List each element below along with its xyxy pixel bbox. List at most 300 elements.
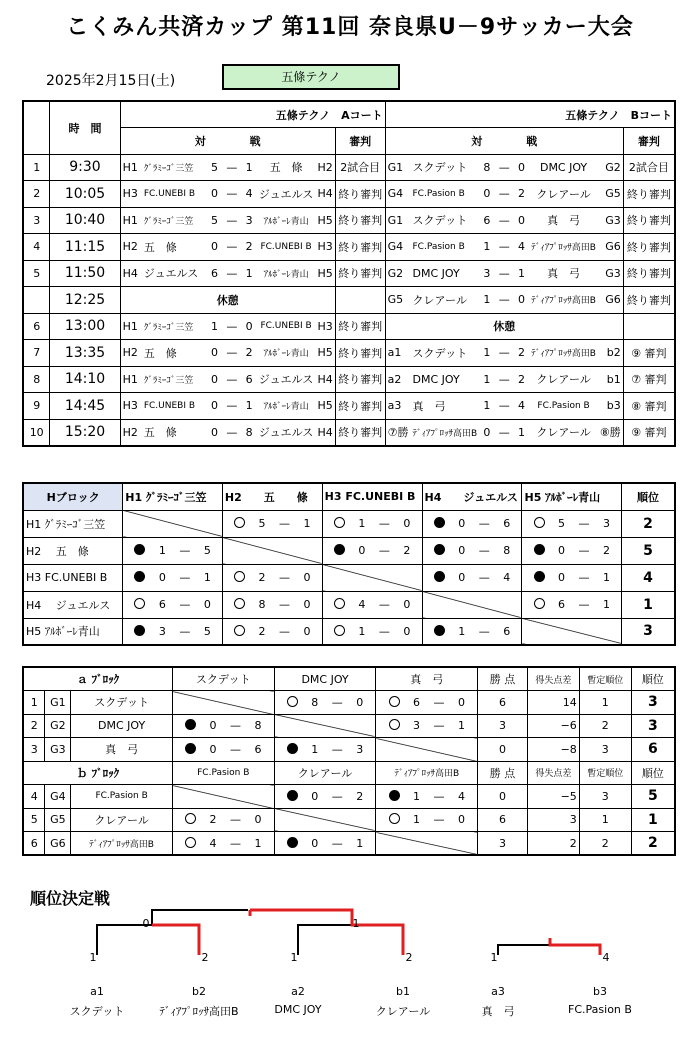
match-result: 0 — 1 [522, 564, 622, 591]
team-code: H4 [315, 181, 335, 208]
score-dash: — [495, 366, 514, 393]
rank-value: 2 [631, 832, 675, 856]
block-stat-header: 勝 点 [478, 667, 528, 691]
team-code: G6 [598, 287, 623, 314]
team-code: H5 [315, 340, 335, 367]
home-team: スクデット [411, 154, 480, 181]
away-score: 1 [514, 260, 529, 287]
ref-header-a: 審判 [335, 128, 385, 155]
final-score: 1 [352, 917, 360, 930]
table-row [23, 761, 675, 785]
home-score: 8 [479, 154, 494, 181]
away-team: クレアール [529, 366, 598, 393]
block-stat-header: 順位 [631, 761, 675, 785]
loss-marker [434, 544, 445, 555]
loss-marker [287, 790, 298, 801]
score-dash: — [222, 207, 241, 234]
points: 6 [478, 808, 528, 832]
team-code: H5 [315, 260, 335, 287]
team-code: a3 [385, 393, 410, 420]
h-column-header: H3 FC.UNEBI B [322, 483, 422, 510]
goal-difference: −6 [527, 714, 579, 738]
home-team: FC.Pasion B [411, 181, 480, 208]
home-score: 3 [479, 260, 494, 287]
loss-marker [185, 743, 196, 754]
team-code: G5 [385, 287, 410, 314]
away-score: 0 [514, 287, 529, 314]
slot-seed: b1 [396, 985, 410, 998]
row-number: 1 [23, 691, 45, 715]
slot-seed: a2 [291, 985, 305, 998]
referee-cell: 終り審判 [623, 207, 675, 234]
win-marker [234, 625, 245, 636]
score-dash: — [222, 154, 241, 181]
team-code: H4 [315, 366, 335, 393]
table-row [23, 287, 675, 314]
slot-score: 4 [602, 951, 610, 964]
away-score: 0 [242, 313, 257, 340]
loss-marker [287, 743, 298, 754]
team-code: b3 [598, 393, 623, 420]
match-header-b: 対 戦 [385, 128, 623, 155]
team-code: H2 [120, 340, 142, 367]
match-result [274, 808, 376, 832]
win-marker [534, 598, 545, 609]
team-code: G3 [598, 260, 623, 287]
away-team: ジュエルス [257, 366, 315, 393]
team-code: a1 [385, 340, 410, 367]
slot-score: 1 [290, 951, 298, 964]
page-title: こくみん共済カップ 第11回 奈良県U－9サッカー大会 [66, 15, 634, 40]
home-score: 1 [479, 287, 494, 314]
table-row [23, 340, 675, 367]
away-team: FC.Pasion B [529, 393, 598, 420]
team-code: ⑧勝 [598, 419, 623, 446]
referee-cell: ⑦ 審判 [623, 366, 675, 393]
win-marker [334, 517, 345, 528]
match-result: 2 — 0 [222, 618, 322, 645]
kickoff-time: 10:05 [50, 181, 120, 208]
home-team: ﾃﾞｨｱﾌﾟﾛｯｻ高田B [411, 419, 480, 446]
team-code: b2 [598, 340, 623, 367]
match-number: 1 [23, 154, 50, 181]
match-number [23, 287, 50, 314]
score-dash: — [495, 234, 514, 261]
court-a-header: 五條テクノ Aコート [120, 101, 385, 128]
match-result [222, 537, 322, 564]
row-number: 4 [23, 785, 45, 809]
team-name: ﾃﾞｨｱﾌﾟﾛｯｻ高田B [71, 832, 173, 856]
referee-cell: ⑧ 審判 [623, 393, 675, 420]
away-score: 2 [514, 181, 529, 208]
away-score: 2 [514, 340, 529, 367]
team-code: G6 [45, 832, 71, 856]
referee-cell: 終り審判 [335, 181, 385, 208]
match-result: 8 — 0 [222, 591, 322, 618]
team-name: スクデット [71, 691, 173, 715]
match-result: 1 — 6 [422, 618, 522, 645]
rank-value: 1 [622, 591, 675, 618]
win-marker [185, 813, 196, 824]
kickoff-time: 13:35 [50, 340, 120, 367]
away-team: ﾃﾞｨｱﾌﾟﾛｯｻ高田B [529, 234, 598, 261]
home-score: 0 [207, 234, 222, 261]
table-row [23, 537, 675, 564]
team-code: H2 [120, 419, 142, 446]
block-column-header: FC.Pasion B [172, 761, 274, 785]
away-team: DMC JOY [529, 154, 598, 181]
match-result: 0 — 6 [172, 738, 274, 762]
match-number: 9 [23, 393, 50, 420]
referee-cell: 終り審判 [335, 419, 385, 446]
score-dash: — [495, 260, 514, 287]
away-score: 2 [514, 366, 529, 393]
home-team: 五 條 [142, 419, 207, 446]
team-name: H3 FC.UNEBI B [23, 564, 123, 591]
match-number: 8 [23, 366, 50, 393]
table-row [23, 832, 675, 856]
points: 0 [478, 738, 528, 762]
loss-marker [287, 837, 298, 848]
provisional-rank: 3 [579, 738, 631, 762]
home-score: 5 [207, 154, 222, 181]
referee-cell: 2試合目 [623, 154, 675, 181]
slot-team: DMC JOY [274, 1003, 322, 1016]
team-code: G1 [385, 154, 410, 181]
away-score: 1 [242, 393, 257, 420]
team-code: H4 [120, 260, 142, 287]
match-result: 2 — 0 [222, 564, 322, 591]
team-code: G1 [385, 207, 410, 234]
score-dash: — [222, 313, 241, 340]
team-code: H5 [315, 393, 335, 420]
match-result: 0 — 6 [422, 510, 522, 537]
time-header: 時 間 [50, 101, 120, 154]
referee-cell: 終り審判 [623, 287, 675, 314]
table-row [23, 366, 675, 393]
team-code: G2 [45, 714, 71, 738]
rank-value: 1 [631, 808, 675, 832]
score-dash: — [495, 340, 514, 367]
away-score: 1 [514, 419, 529, 446]
points: 0 [478, 785, 528, 809]
match-result [172, 691, 274, 715]
loss-marker [334, 544, 345, 555]
table-row [23, 260, 675, 287]
loss-marker [134, 571, 145, 582]
match-result: 1 — 0 [376, 808, 478, 832]
away-score: 2 [242, 340, 257, 367]
match-result: 0 — 2 [522, 537, 622, 564]
match-result: 6 — 0 [123, 591, 223, 618]
rest-label-a: 休憩 [120, 287, 335, 314]
slot-score: 1 [89, 951, 97, 964]
score-dash: — [222, 181, 241, 208]
match-number: 6 [23, 313, 50, 340]
slot-seed: a1 [90, 985, 104, 998]
slot-seed: a3 [491, 985, 505, 998]
referee-cell: 終り審判 [623, 260, 675, 287]
team-code: H3 [120, 393, 142, 420]
match-result: 0 — 4 [422, 564, 522, 591]
match-result: 0 — 8 [172, 714, 274, 738]
loss-marker [434, 625, 445, 636]
team-code: G5 [598, 181, 623, 208]
rank-value: 3 [631, 714, 675, 738]
score-dash: — [495, 287, 514, 314]
win-marker [234, 571, 245, 582]
away-team: FC.UNEBI B [257, 234, 315, 261]
provisional-rank: 1 [579, 808, 631, 832]
kickoff-time: 10:40 [50, 207, 120, 234]
team-code: H1 [120, 154, 142, 181]
rank-value: 3 [631, 691, 675, 715]
row-number: 2 [23, 714, 45, 738]
away-team: ｱﾙﾎﾞｰﾚ青山 [257, 207, 315, 234]
block-column-header: クレアール [274, 761, 376, 785]
table-row [23, 207, 675, 234]
home-team: ｸﾞﾗﾐｰｺﾞ三笠 [142, 313, 207, 340]
match-result: 6 — 0 [376, 691, 478, 715]
away-team: クレアール [529, 181, 598, 208]
away-team: ジュエルス [257, 419, 315, 446]
table-row [23, 591, 675, 618]
team-code: H4 [315, 419, 335, 446]
block-stat-header: 暫定順位 [579, 761, 631, 785]
home-score: 1 [479, 366, 494, 393]
block-stat-header: 暫定順位 [579, 667, 631, 691]
team-code: G6 [598, 234, 623, 261]
goal-difference: −5 [527, 785, 579, 809]
h-column-header: H1 ｸﾞﾗﾐｰｺﾞ三笠 [123, 483, 223, 510]
score-dash: — [495, 207, 514, 234]
match-result: 2 — 0 [172, 808, 274, 832]
home-team: スクデット [411, 207, 480, 234]
home-score: 6 [207, 260, 222, 287]
team-code: G1 [45, 691, 71, 715]
home-team: クレアール [411, 287, 480, 314]
home-team: ジュエルス [142, 260, 207, 287]
home-team: FC.UNEBI B [142, 181, 207, 208]
match-number: 7 [23, 340, 50, 367]
win-marker [185, 837, 196, 848]
team-code: G2 [598, 154, 623, 181]
match-result: 3 — 1 [376, 714, 478, 738]
rank-header: 順位 [622, 483, 675, 510]
h-column-header: H4 ジュエルス [422, 483, 522, 510]
table-row [23, 313, 675, 340]
match-result [123, 510, 223, 537]
away-score: 1 [242, 260, 257, 287]
win-marker [234, 598, 245, 609]
away-score: 6 [242, 366, 257, 393]
block-column-header: DMC JOY [274, 667, 376, 691]
slot-team: ﾃﾞｨｱﾌﾟﾛｯｻ高田B [159, 1005, 239, 1018]
ref-cell [335, 287, 385, 314]
home-team: FC.UNEBI B [142, 393, 207, 420]
table-row [23, 691, 675, 715]
team-name: H4 ジュエルス [23, 591, 123, 618]
match-number: 4 [23, 234, 50, 261]
schedule-table [22, 100, 676, 447]
away-team: 真 弓 [529, 207, 598, 234]
table-row [23, 808, 675, 832]
away-team: ｱﾙﾎﾞｰﾚ青山 [257, 340, 315, 367]
match-result: 4 — 0 [322, 591, 422, 618]
block-label: ａ ﾌﾞﾛｯｸ [23, 667, 172, 691]
table-row [23, 181, 675, 208]
score-dash: — [222, 340, 241, 367]
team-code: G2 [385, 260, 410, 287]
slot-seed: b3 [593, 985, 607, 998]
slot-team: クレアール [375, 1005, 431, 1018]
rank-value: 5 [622, 537, 675, 564]
h-column-header: H5 ｱﾙﾎﾞｰﾚ青山 [522, 483, 622, 510]
home-team: ｸﾞﾗﾐｰｺﾞ三笠 [142, 366, 207, 393]
home-score: 0 [207, 419, 222, 446]
home-score: 0 [207, 340, 222, 367]
ab-block-table [22, 666, 676, 856]
match-number: 5 [23, 260, 50, 287]
away-team: ジュエルス [257, 181, 315, 208]
team-code: H2 [315, 154, 335, 181]
rest-label-b: 休憩 [385, 313, 623, 340]
referee-cell: 終り審判 [335, 207, 385, 234]
team-name: H1 ｸﾞﾗﾐｰｺﾞ三笠 [23, 510, 123, 537]
match-result: 1 — 5 [123, 537, 223, 564]
table-row [23, 738, 675, 762]
match-result [376, 832, 478, 856]
loss-marker [185, 719, 196, 730]
home-score: 5 [207, 207, 222, 234]
win-marker [389, 719, 400, 730]
block-stat-header: 勝 点 [478, 761, 528, 785]
score-dash: — [495, 393, 514, 420]
provisional-rank: 2 [579, 714, 631, 738]
team-code: a2 [385, 366, 410, 393]
match-result: 6 — 1 [522, 591, 622, 618]
h-block-label: Hブロック [23, 483, 123, 510]
kickoff-time: 14:10 [50, 366, 120, 393]
kickoff-time: 9:30 [50, 154, 120, 181]
h-block-table [22, 482, 676, 646]
table-row [23, 618, 675, 645]
score-dash: — [495, 181, 514, 208]
team-code: G3 [45, 738, 71, 762]
match-result: 5 — 1 [222, 510, 322, 537]
team-code: ⑦勝 [385, 419, 410, 446]
score-dash: — [222, 260, 241, 287]
rank-value: 5 [631, 785, 675, 809]
score-dash: — [495, 154, 514, 181]
score-dash: — [222, 393, 241, 420]
match-number: 10 [23, 419, 50, 446]
block-column-header: ﾃﾞｨｱﾌﾟﾛｯｻ高田B [376, 761, 478, 785]
home-team: スクデット [411, 340, 480, 367]
match-result: 3 — 5 [123, 618, 223, 645]
slot-score: 1 [490, 951, 498, 964]
match-header-a: 対 戦 [120, 128, 335, 155]
kickoff-time: 15:20 [50, 419, 120, 446]
goal-difference: 3 [527, 808, 579, 832]
referee-cell: 終り審判 [335, 340, 385, 367]
referee-cell: 終り審判 [335, 234, 385, 261]
provisional-rank: 2 [579, 832, 631, 856]
home-score: 1 [479, 234, 494, 261]
team-code: G4 [385, 181, 410, 208]
team-code: G5 [45, 808, 71, 832]
match-result: 0 — 2 [274, 785, 376, 809]
referee-cell: ⑨ 審判 [623, 340, 675, 367]
team-name: H5 ｱﾙﾎﾞｰﾚ青山 [23, 618, 123, 645]
table-row [23, 667, 675, 691]
team-code: G4 [45, 785, 71, 809]
win-marker [389, 696, 400, 707]
loss-marker [434, 517, 445, 528]
playoff-title: 順位決定戦 [30, 889, 111, 908]
away-score: 2 [242, 234, 257, 261]
match-result: 0 — 2 [322, 537, 422, 564]
match-result [422, 591, 522, 618]
loss-marker [389, 790, 400, 801]
header-blank [23, 101, 50, 154]
score-dash: — [495, 419, 514, 446]
home-team: 五 條 [142, 234, 207, 261]
table-row [23, 483, 675, 510]
team-name: 真 弓 [71, 738, 173, 762]
row-number: 6 [23, 832, 45, 856]
provisional-rank: 3 [579, 785, 631, 809]
home-score: 0 [207, 393, 222, 420]
match-result: 0 — 1 [274, 832, 376, 856]
home-team: DMC JOY [411, 366, 480, 393]
away-score: 0 [514, 207, 529, 234]
win-marker [389, 813, 400, 824]
referee-cell: ⑨ 審判 [623, 419, 675, 446]
table-row [23, 564, 675, 591]
referee-cell: 終り審判 [335, 313, 385, 340]
home-team: ｸﾞﾗﾐｰｺﾞ三笠 [142, 207, 207, 234]
win-marker [334, 598, 345, 609]
referee-cell: 終り審判 [623, 234, 675, 261]
team-code: H3 [315, 313, 335, 340]
away-score: 4 [514, 393, 529, 420]
referee-cell: 終り審判 [623, 181, 675, 208]
away-score: 4 [514, 234, 529, 261]
table-row [23, 101, 675, 128]
table-row [23, 419, 675, 446]
table-row [23, 393, 675, 420]
table-row [23, 154, 675, 181]
team-code: H5 [315, 207, 335, 234]
kickoff-time: 14:45 [50, 393, 120, 420]
goal-difference: 2 [527, 832, 579, 856]
score-dash: — [222, 419, 241, 446]
away-team: ﾃﾞｨｱﾌﾟﾛｯｻ高田B [529, 287, 598, 314]
goal-difference: −8 [527, 738, 579, 762]
rank-value: 2 [622, 510, 675, 537]
team-code: G4 [385, 234, 410, 261]
team-code: G3 [598, 207, 623, 234]
home-team: DMC JOY [411, 260, 480, 287]
loss-marker [434, 571, 445, 582]
referee-cell: 終り審判 [335, 393, 385, 420]
match-number: 2 [23, 181, 50, 208]
away-team: 五 條 [257, 154, 315, 181]
away-team: 真 弓 [529, 260, 598, 287]
home-score: 6 [479, 207, 494, 234]
home-team: 真 弓 [411, 393, 480, 420]
